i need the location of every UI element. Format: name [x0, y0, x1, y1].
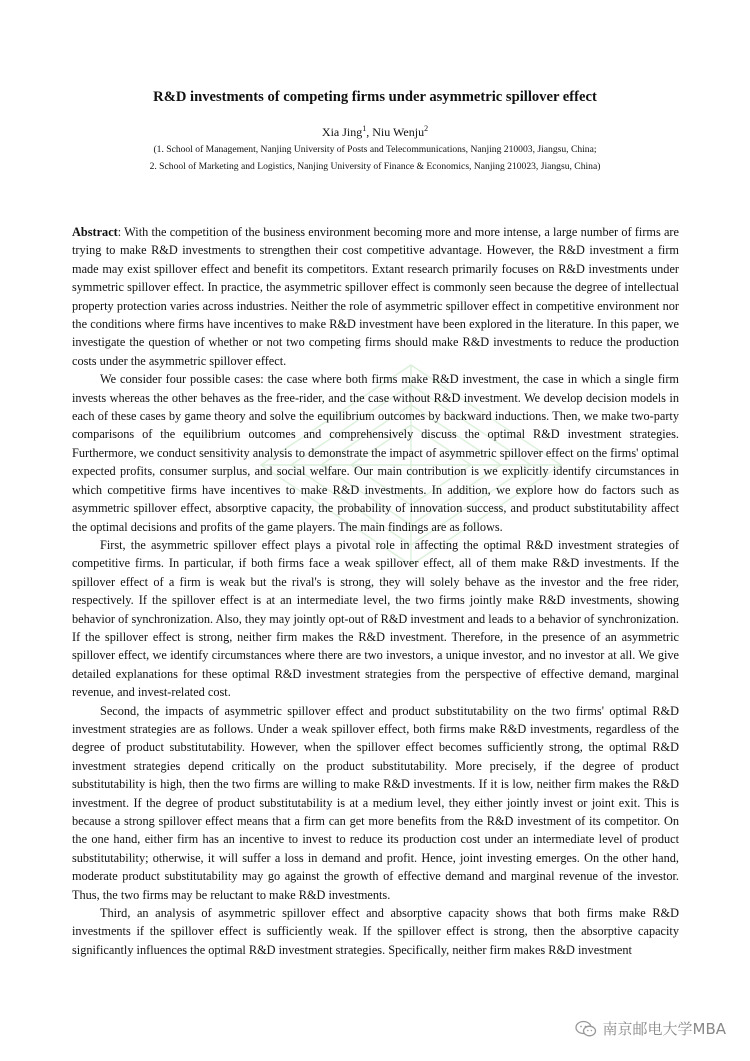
paper-body [72, 223, 679, 959]
abstract-text: : With the competition of the business environment becoming more and more intense, a large number of firms are trying to make R&D investments to strengthen their cost competitive advantage. However, the R&D investment a firm made may exist spillover effect and benefit its competitors. Extant research primarily focuses on R&D investments under symmetric spillover effect. In practice, the asymmetric spillover effect is commonly seen because the degree of intellectual property protection varies across industries. Neither the role of asymmetric spillover effect in competitive environment nor the conditions where firms have incentives to make R&D investment have been explored in the literature. In this paper, we investigate the question of whether or not two competing firms should make R&D investments to reduce the production costs under the asymmetric spillover effect. [72, 225, 679, 368]
affiliation-2: 2. School of Marketing and Logistics, Nanjing University of Finance & Economics, Nanjing 210023, Jiangsu, China) [149, 161, 601, 172]
author-name: Xia Jing [321, 125, 363, 139]
affiliation-marker: 1 [362, 124, 367, 133]
body-paragraph: Second, the impacts of asymmetric spillover effect and product substitutability on the two firms' optimal R&D investment strategies are as follows. Under a weak spillover effect, both firms make R&D investments, regardless of the degree of product substitutability. However, when the spillover effect becomes sufficiently strong, the optimal R&D investment strategies depend critically on the product substitutability. More precisely, if the degree of product substitutability is high, then the two firms are willing to make R&D investments. If it is low, neither firm makes the R&D investment. If the degree of product substitutability is at a medium level, they either jointly invest or joint exit. This is because a strong spillover effect means that a firm can get more benefits from the R&D investment of its competitor. On the one hand, either firm has an incentive to invest to reduce its production cost under an intermediate level of product substitutability; otherwise, it will suffer a loss in demand and profit. Hence, joint investing emerges. On the other hand, moderate product substitutability may go against the growth of effective demand and marginal revenue of the investor. Thus, the two firms may be reluctant to make R&D investments. [72, 703, 679, 902]
author-separator: , [366, 125, 373, 139]
author-line [0, 124, 750, 140]
abstract-label: Abstract [72, 225, 118, 239]
affiliation-1: (1. School of Management, Nanjing University of Posts and Telecommunications, Nanjing 210003, Jiangsu, China; [153, 144, 597, 155]
badge-text: 南京邮电大学MBA [602, 1020, 726, 1038]
paper-title: R&D investments of competing firms under asymmetric spillover effect [153, 89, 597, 105]
body-paragraph: First, the asymmetric spillover effect plays a pivotal role in affecting the optimal R&D investment strategies of competitive firms. In particular, if both firms face a weak spillover effect, all of them make R&D investments. If the spillover effect of a firm is weak but the rival's is strong, they will solely behave as the investor and the free rider, respectively. If the spillover effect is at an intermediate level, the two firms jointly make R&D investments, showing behavior of synchronization. Also, they may jointly opt-out of R&D investment and leads to a behavior of synchronization. If the spillover effect is strong, neither firm makes the R&D investment. Therefore, in the presence of an asymmetric spillover effect, we identify circumstances where there are two investors, a unique investor, and no investor at all. We give detailed explanations for these optimal R&D investment strategies from the perspective of effective demand, marginal revenue, and invest-related cost. [72, 537, 679, 700]
wechat-icon [575, 1020, 597, 1038]
wechat-watermark-badge [575, 1018, 727, 1039]
affiliation-marker: 2 [424, 124, 429, 133]
abstract-paragraph [72, 223, 679, 370]
body-paragraph: We consider four possible cases: the case where both firms make R&D investment, the case in which a single firm invests whereas the other behaves as the free-rider, and the case without R&D investment. We develop decision models in each of these cases by game theory and solve the equilibrium outcomes by backward inductions. Then, we make two-party comparisons of the equilibrium outcomes and comprehensively discuss the optimal R&D investment strategies. Furthermore, we conduct sensitivity analysis to demonstrate the impact of asymmetric spillover effect on the firms' optimal expected profits, consumer surplus, and social welfare. Our main contribution is we explicitly identify circumstances in which competitive firms have incentives to make R&D investments. In addition, we explore how do factors such as asymmetric spillover effect, absorptive capacity, the probability of innovation success, and product substitutability affect the optimal decisions and profits of the game players. The main findings are as follows. [72, 372, 679, 534]
body-paragraph: Third, an analysis of asymmetric spillover effect and absorptive capacity shows that both firms make R&D investments if the spillover effect is sufficiently weak. If the spillover effect is strong, then the absorptive capacity significantly influences the optimal R&D investment strategies. Specifically, neither firm makes R&D investment [72, 906, 679, 957]
author-name: Niu Wenju [372, 125, 425, 139]
